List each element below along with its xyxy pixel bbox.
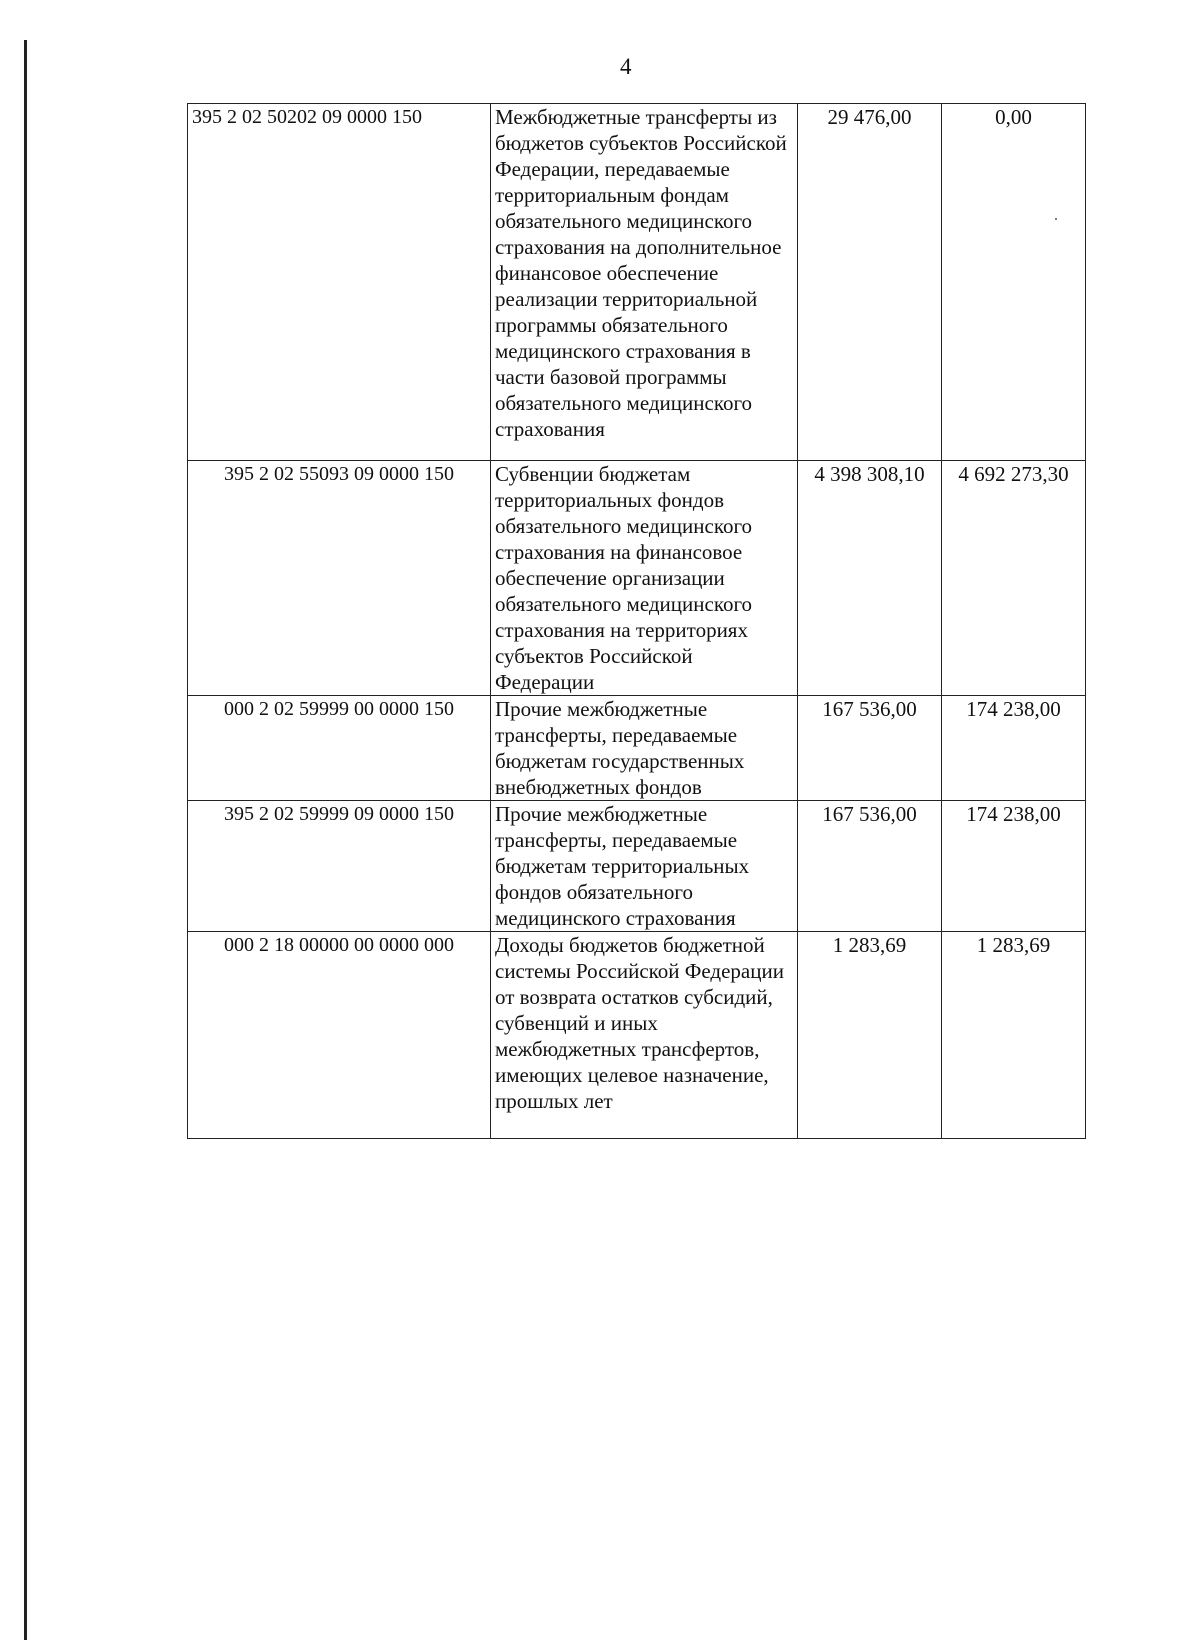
income-name-cell: Межбюджетные трансферты из бюджетов субъектов Российской Федерации, передаваемые территориальным фондам обязательного медицинского страхования на дополнительное финансовое обеспечение реализации территориальной программы обязательного медицинского страхования в части базовой программы обязательного медицинского страхования [491,104,798,461]
budget-code-cell: 395 2 02 55093 09 0000 150 [188,461,491,696]
amount-year1-cell: 4 398 308,10 [798,461,942,696]
amount-year2-cell: 4 692 273,30 [942,461,1086,696]
income-name-cell: Субвенции бюджетам территориальных фондов обязательного медицинского страхования на финансовое обеспечение организации обязательного медицинского страхования на территориях субъектов Российской Федерации [491,461,798,696]
amount-year2-cell: 174 238,00 [942,801,1086,932]
income-name-cell: Доходы бюджетов бюджетной системы Российской Федерации от возврата остатков субсидий, субвенций и иных межбюджетных трансфертов, имеющих целевое назначение, прошлых лет [491,932,798,1139]
amount-year1-cell: 29 476,00 [798,104,942,461]
budget-code-cell: 000 2 02 59999 00 0000 150 [188,696,491,801]
amount-year1-cell: 167 536,00 [798,696,942,801]
amount-year2-cell: 0,00 [942,104,1086,461]
page-number: 4 [620,54,632,79]
income-name-cell: Прочие межбюджетные трансферты, передаваемые бюджетам государственных внебюджетных фондов [491,696,798,801]
table-row [188,104,1086,461]
table-row [188,801,1086,932]
table-row [188,461,1086,696]
income-name-cell: Прочие межбюджетные трансферты, передаваемые бюджетам территориальных фондов обязательного медицинского страхования [491,801,798,932]
amount-year1-cell: 167 536,00 [798,801,942,932]
budget-revenue-table [187,103,1086,1139]
budget-code-cell: 000 2 18 00000 00 0000 000 [188,932,491,1139]
left-margin-line [24,40,27,1640]
budget-code-cell: 395 2 02 59999 09 0000 150 [188,801,491,932]
table-row [188,932,1086,1139]
amount-year2-cell: 174 238,00 [942,696,1086,801]
table-row [188,696,1086,801]
amount-year1-cell: 1 283,69 [798,932,942,1139]
budget-code-cell: 395 2 02 50202 09 0000 150 [188,104,491,461]
amount-year2-cell: 1 283,69 [942,932,1086,1139]
